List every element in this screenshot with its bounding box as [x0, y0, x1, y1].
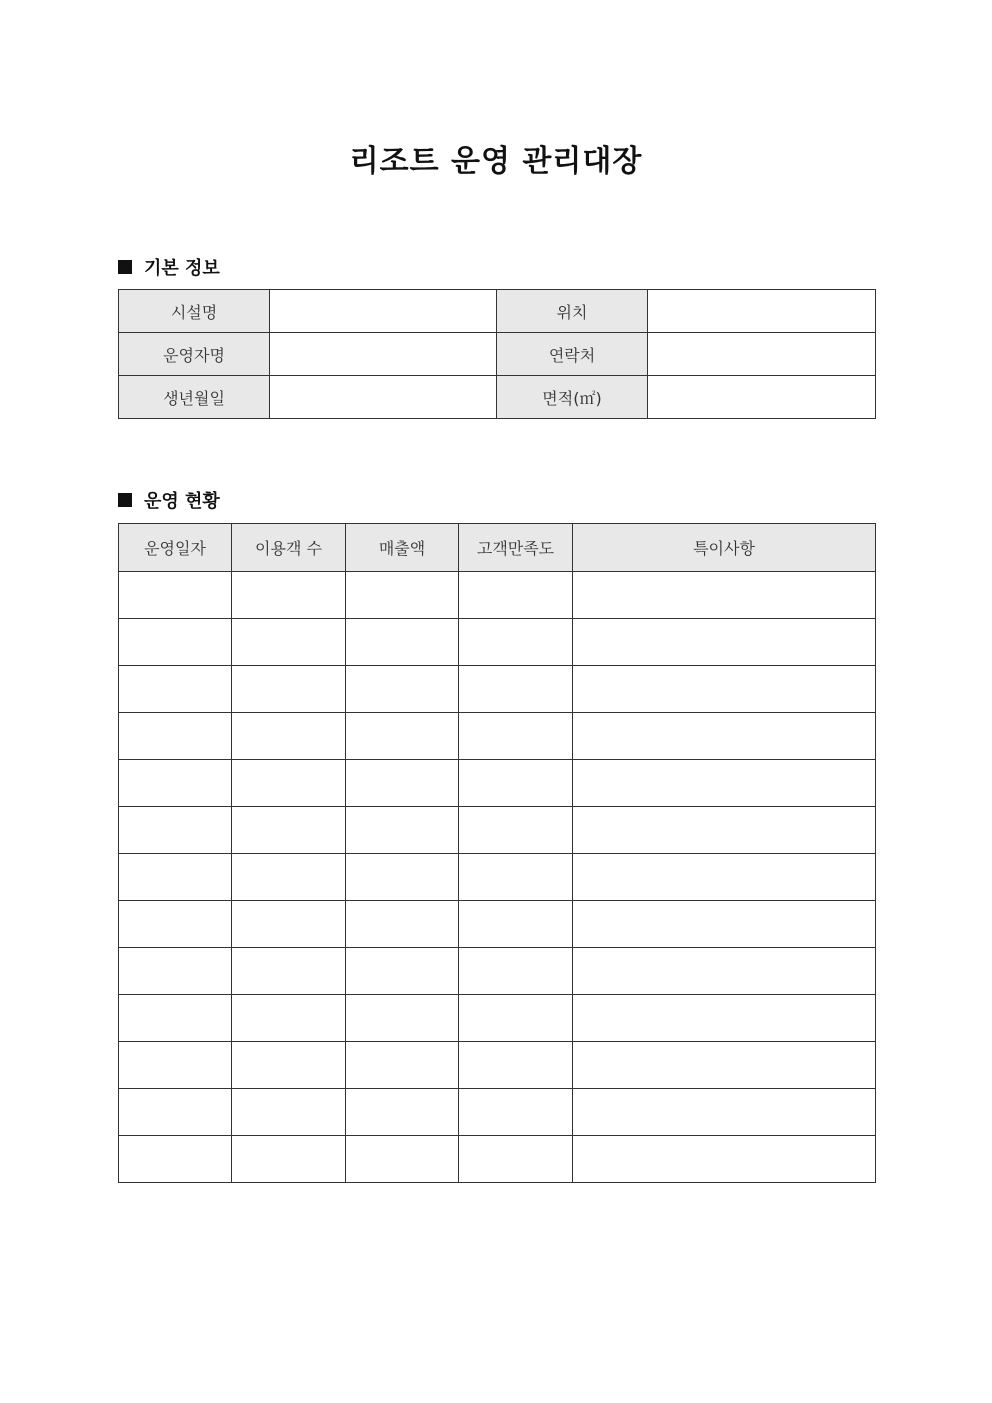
table-row	[119, 572, 876, 619]
info-value-field[interactable]	[270, 333, 497, 376]
table-cell[interactable]	[573, 854, 876, 901]
table-cell[interactable]	[232, 948, 346, 995]
table-cell[interactable]	[119, 1136, 232, 1183]
table-cell[interactable]	[119, 807, 232, 854]
column-header: 운영일자	[119, 524, 232, 572]
table-cell[interactable]	[459, 760, 573, 807]
table-cell[interactable]	[459, 666, 573, 713]
table-cell[interactable]	[459, 807, 573, 854]
table-cell[interactable]	[459, 901, 573, 948]
section-heading-label: 운영 현황	[144, 491, 220, 512]
table-row	[119, 1042, 876, 1089]
table-row	[119, 1089, 876, 1136]
table-cell[interactable]	[232, 854, 346, 901]
table-cell[interactable]	[346, 666, 459, 713]
table-cell[interactable]	[232, 1136, 346, 1183]
info-label: 위치	[497, 290, 648, 333]
table-cell[interactable]	[346, 901, 459, 948]
info-value-field[interactable]	[648, 290, 876, 333]
table-cell[interactable]	[346, 760, 459, 807]
table-cell[interactable]	[232, 572, 346, 619]
table-cell[interactable]	[119, 901, 232, 948]
table-cell[interactable]	[573, 760, 876, 807]
table-cell[interactable]	[459, 948, 573, 995]
table-cell[interactable]	[346, 1089, 459, 1136]
table-cell[interactable]	[232, 807, 346, 854]
table-cell[interactable]	[459, 1042, 573, 1089]
table-cell[interactable]	[573, 807, 876, 854]
basic-info-table	[118, 289, 876, 419]
table-cell[interactable]	[119, 1089, 232, 1136]
table-cell[interactable]	[346, 807, 459, 854]
table-cell[interactable]	[232, 760, 346, 807]
table-row	[119, 901, 876, 948]
table-cell[interactable]	[346, 1136, 459, 1183]
table-cell[interactable]	[119, 572, 232, 619]
info-row	[119, 333, 876, 376]
info-label: 운영자명	[119, 333, 270, 376]
table-cell[interactable]	[346, 572, 459, 619]
table-cell[interactable]	[346, 1042, 459, 1089]
table-cell[interactable]	[459, 1089, 573, 1136]
table-cell[interactable]	[232, 713, 346, 760]
table-cell[interactable]	[232, 1042, 346, 1089]
table-cell[interactable]	[459, 995, 573, 1042]
info-label: 시설명	[119, 290, 270, 333]
info-label: 면적(㎡)	[497, 376, 648, 419]
section-heading-label: 기본 정보	[144, 258, 220, 279]
section-heading-operation-status	[118, 487, 220, 513]
table-cell[interactable]	[459, 1136, 573, 1183]
table-cell[interactable]	[573, 1089, 876, 1136]
info-label: 생년월일	[119, 376, 270, 419]
black-square-icon	[118, 260, 132, 274]
table-cell[interactable]	[459, 619, 573, 666]
table-cell[interactable]	[119, 619, 232, 666]
table-cell[interactable]	[573, 1042, 876, 1089]
table-row	[119, 807, 876, 854]
table-cell[interactable]	[573, 713, 876, 760]
table-cell[interactable]	[119, 713, 232, 760]
table-cell[interactable]	[573, 901, 876, 948]
column-header: 특이사항	[573, 524, 876, 572]
table-cell[interactable]	[119, 1042, 232, 1089]
table-cell[interactable]	[346, 619, 459, 666]
table-row	[119, 619, 876, 666]
page-title: 리조트 운영 관리대장	[349, 144, 643, 179]
table-cell[interactable]	[573, 995, 876, 1042]
table-cell[interactable]	[232, 1089, 346, 1136]
info-label: 연락처	[497, 333, 648, 376]
table-row	[119, 948, 876, 995]
info-value-field[interactable]	[648, 333, 876, 376]
info-value-field[interactable]	[648, 376, 876, 419]
table-cell[interactable]	[459, 572, 573, 619]
table-cell[interactable]	[119, 854, 232, 901]
info-value-field[interactable]	[270, 290, 497, 333]
table-cell[interactable]	[459, 854, 573, 901]
table-cell[interactable]	[573, 619, 876, 666]
column-header: 이용객 수	[232, 524, 346, 572]
column-header: 고객만족도	[459, 524, 573, 572]
table-row	[119, 666, 876, 713]
info-row	[119, 290, 876, 333]
table-cell[interactable]	[573, 1136, 876, 1183]
table-cell[interactable]	[346, 713, 459, 760]
table-cell[interactable]	[573, 666, 876, 713]
table-cell[interactable]	[232, 619, 346, 666]
black-square-icon	[118, 493, 132, 507]
info-value-field[interactable]	[270, 376, 497, 419]
table-cell[interactable]	[232, 666, 346, 713]
table-row	[119, 1136, 876, 1183]
table-cell[interactable]	[119, 666, 232, 713]
table-cell[interactable]	[119, 760, 232, 807]
table-cell[interactable]	[119, 995, 232, 1042]
column-header: 매출액	[346, 524, 459, 572]
table-cell[interactable]	[346, 854, 459, 901]
info-row	[119, 376, 876, 419]
section-heading-basic-info	[118, 254, 220, 280]
table-header-row	[119, 524, 876, 572]
table-cell[interactable]	[573, 572, 876, 619]
table-cell[interactable]	[573, 948, 876, 995]
table-cell[interactable]	[346, 948, 459, 995]
table-cell[interactable]	[459, 713, 573, 760]
table-cell[interactable]	[232, 995, 346, 1042]
table-row	[119, 854, 876, 901]
table-row	[119, 995, 876, 1042]
table-row	[119, 760, 876, 807]
table-cell[interactable]	[232, 901, 346, 948]
table-row	[119, 713, 876, 760]
table-cell[interactable]	[119, 948, 232, 995]
table-cell[interactable]	[346, 995, 459, 1042]
operation-status-table	[118, 523, 876, 1183]
